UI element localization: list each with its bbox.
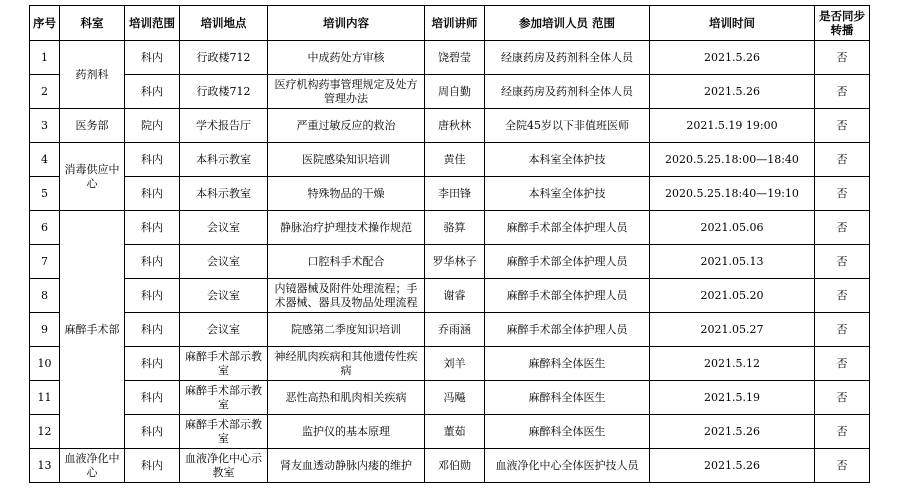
cell-sync: 否 xyxy=(815,245,870,279)
cell-lecturer: 周自勤 xyxy=(425,75,485,109)
table-row xyxy=(30,381,870,415)
cell-no: 3 xyxy=(30,109,60,143)
cell-location: 会议室 xyxy=(180,245,268,279)
header-sync: 是否同步转播 xyxy=(815,6,870,41)
cell-no: 9 xyxy=(30,313,60,347)
cell-audience: 血液净化中心全体医护技人员 xyxy=(485,449,650,483)
cell-sync: 否 xyxy=(815,41,870,75)
cell-location: 行政楼712 xyxy=(180,75,268,109)
cell-time: 2021.05.20 xyxy=(650,279,815,313)
cell-time: 2021.5.26 xyxy=(650,449,815,483)
cell-audience: 麻醉手术部全体护理人员 xyxy=(485,313,650,347)
cell-time: 2021.5.12 xyxy=(650,347,815,381)
table-row xyxy=(30,177,870,211)
cell-sync: 否 xyxy=(815,177,870,211)
cell-location: 学术报告厅 xyxy=(180,109,268,143)
cell-time: 2020.5.25.18:40—19:10 xyxy=(650,177,815,211)
cell-audience: 本科室全体护技 xyxy=(485,177,650,211)
cell-location: 本科示教室 xyxy=(180,177,268,211)
cell-lecturer: 刘羊 xyxy=(425,347,485,381)
cell-audience: 经康药房及药剂科全体人员 xyxy=(485,41,650,75)
header-audience: 参加培训人员 范围 xyxy=(485,6,650,41)
cell-content: 内镜器械及附件处理流程；手术器械、器具及物品处理流程 xyxy=(268,279,425,313)
cell-location: 行政楼712 xyxy=(180,41,268,75)
cell-scope: 科内 xyxy=(125,381,180,415)
cell-audience: 麻醉科全体医生 xyxy=(485,415,650,449)
cell-scope: 科内 xyxy=(125,347,180,381)
cell-no: 13 xyxy=(30,449,60,483)
cell-lecturer: 谢睿 xyxy=(425,279,485,313)
cell-time: 2021.5.19 19:00 xyxy=(650,109,815,143)
cell-sync: 否 xyxy=(815,109,870,143)
header-dept: 科室 xyxy=(60,6,125,41)
cell-time: 2021.5.26 xyxy=(650,415,815,449)
header-no: 序号 xyxy=(30,6,60,41)
cell-location: 会议室 xyxy=(180,279,268,313)
cell-lecturer: 骆算 xyxy=(425,211,485,245)
cell-scope: 科内 xyxy=(125,75,180,109)
cell-scope: 科内 xyxy=(125,211,180,245)
cell-time: 2020.5.25.18:00—18:40 xyxy=(650,143,815,177)
cell-dept: 血液净化中心 xyxy=(60,449,125,483)
cell-dept: 医务部 xyxy=(60,109,125,143)
cell-no: 8 xyxy=(30,279,60,313)
cell-scope: 科内 xyxy=(125,177,180,211)
cell-content: 院感第二季度知识培训 xyxy=(268,313,425,347)
cell-sync: 否 xyxy=(815,279,870,313)
cell-location: 本科示教室 xyxy=(180,143,268,177)
table-row xyxy=(30,313,870,347)
cell-sync: 否 xyxy=(815,143,870,177)
header-scope: 培训范围 xyxy=(125,6,180,41)
cell-no: 5 xyxy=(30,177,60,211)
cell-audience: 麻醉手术部全体护理人员 xyxy=(485,211,650,245)
cell-content: 口腔科手术配合 xyxy=(268,245,425,279)
cell-content: 肾友血透动静脉内瘘的维护 xyxy=(268,449,425,483)
cell-lecturer: 罗华林子 xyxy=(425,245,485,279)
cell-sync: 否 xyxy=(815,313,870,347)
cell-scope: 科内 xyxy=(125,279,180,313)
cell-scope: 科内 xyxy=(125,41,180,75)
cell-lecturer: 乔雨涵 xyxy=(425,313,485,347)
cell-no: 4 xyxy=(30,143,60,177)
cell-lecturer: 唐秋林 xyxy=(425,109,485,143)
cell-no: 12 xyxy=(30,415,60,449)
training-schedule-table xyxy=(29,5,870,483)
cell-time: 2021.5.26 xyxy=(650,75,815,109)
table-row xyxy=(30,143,870,177)
table-row xyxy=(30,41,870,75)
cell-content: 神经肌肉疾病和其他遗传性疾病 xyxy=(268,347,425,381)
table-row xyxy=(30,449,870,483)
cell-sync: 否 xyxy=(815,449,870,483)
cell-no: 2 xyxy=(30,75,60,109)
table-row xyxy=(30,245,870,279)
cell-lecturer: 冯飚 xyxy=(425,381,485,415)
cell-scope: 科内 xyxy=(125,143,180,177)
cell-no: 1 xyxy=(30,41,60,75)
cell-scope: 科内 xyxy=(125,449,180,483)
cell-audience: 麻醉手术部全体护理人员 xyxy=(485,279,650,313)
table-row xyxy=(30,211,870,245)
cell-sync: 否 xyxy=(815,347,870,381)
header-lecturer: 培训讲师 xyxy=(425,6,485,41)
cell-content: 中成药处方审核 xyxy=(268,41,425,75)
cell-dept: 药剂科 xyxy=(60,41,125,109)
header-location: 培训地点 xyxy=(180,6,268,41)
cell-content: 静脉治疗护理技术操作规范 xyxy=(268,211,425,245)
cell-time: 2021.05.27 xyxy=(650,313,815,347)
cell-content: 恶性高热和肌肉相关疾病 xyxy=(268,381,425,415)
table-header-row xyxy=(30,6,870,41)
cell-lecturer: 饶碧莹 xyxy=(425,41,485,75)
cell-location: 麻醉手术部示教室 xyxy=(180,347,268,381)
table-row xyxy=(30,279,870,313)
cell-audience: 麻醉手术部全体护理人员 xyxy=(485,245,650,279)
cell-audience: 麻醉科全体医生 xyxy=(485,381,650,415)
cell-sync: 否 xyxy=(815,381,870,415)
cell-sync: 否 xyxy=(815,211,870,245)
cell-lecturer: 黄佳 xyxy=(425,143,485,177)
cell-location: 麻醉手术部示教室 xyxy=(180,381,268,415)
cell-location: 麻醉手术部示教室 xyxy=(180,415,268,449)
header-content: 培训内容 xyxy=(268,6,425,41)
cell-dept: 消毒供应中心 xyxy=(60,143,125,211)
cell-scope: 科内 xyxy=(125,313,180,347)
cell-scope: 院内 xyxy=(125,109,180,143)
cell-no: 10 xyxy=(30,347,60,381)
cell-location: 会议室 xyxy=(180,211,268,245)
cell-sync: 否 xyxy=(815,415,870,449)
cell-content: 特殊物品的干燥 xyxy=(268,177,425,211)
cell-content: 医疗机构药事管理规定及处方管理办法 xyxy=(268,75,425,109)
cell-time: 2021.05.13 xyxy=(650,245,815,279)
cell-no: 11 xyxy=(30,381,60,415)
cell-audience: 经康药房及药剂科全体人员 xyxy=(485,75,650,109)
cell-scope: 科内 xyxy=(125,245,180,279)
cell-sync: 否 xyxy=(815,75,870,109)
cell-time: 2021.05.06 xyxy=(650,211,815,245)
cell-content: 监护仪的基本原理 xyxy=(268,415,425,449)
header-time: 培训时间 xyxy=(650,6,815,41)
table-row xyxy=(30,75,870,109)
cell-location: 会议室 xyxy=(180,313,268,347)
table-row xyxy=(30,347,870,381)
table-row xyxy=(30,415,870,449)
cell-lecturer: 邓伯勋 xyxy=(425,449,485,483)
cell-dept: 麻醉手术部 xyxy=(60,211,125,449)
cell-lecturer: 董茹 xyxy=(425,415,485,449)
cell-lecturer: 李田锋 xyxy=(425,177,485,211)
cell-time: 2021.5.19 xyxy=(650,381,815,415)
table-row xyxy=(30,109,870,143)
cell-content: 严重过敏反应的救治 xyxy=(268,109,425,143)
cell-audience: 麻醉科全体医生 xyxy=(485,347,650,381)
cell-scope: 科内 xyxy=(125,415,180,449)
cell-time: 2021.5.26 xyxy=(650,41,815,75)
cell-content: 医院感染知识培训 xyxy=(268,143,425,177)
cell-location: 血液净化中心示教室 xyxy=(180,449,268,483)
cell-no: 7 xyxy=(30,245,60,279)
cell-no: 6 xyxy=(30,211,60,245)
cell-audience: 本科室全体护技 xyxy=(485,143,650,177)
cell-audience: 全院45岁以下非值班医师 xyxy=(485,109,650,143)
